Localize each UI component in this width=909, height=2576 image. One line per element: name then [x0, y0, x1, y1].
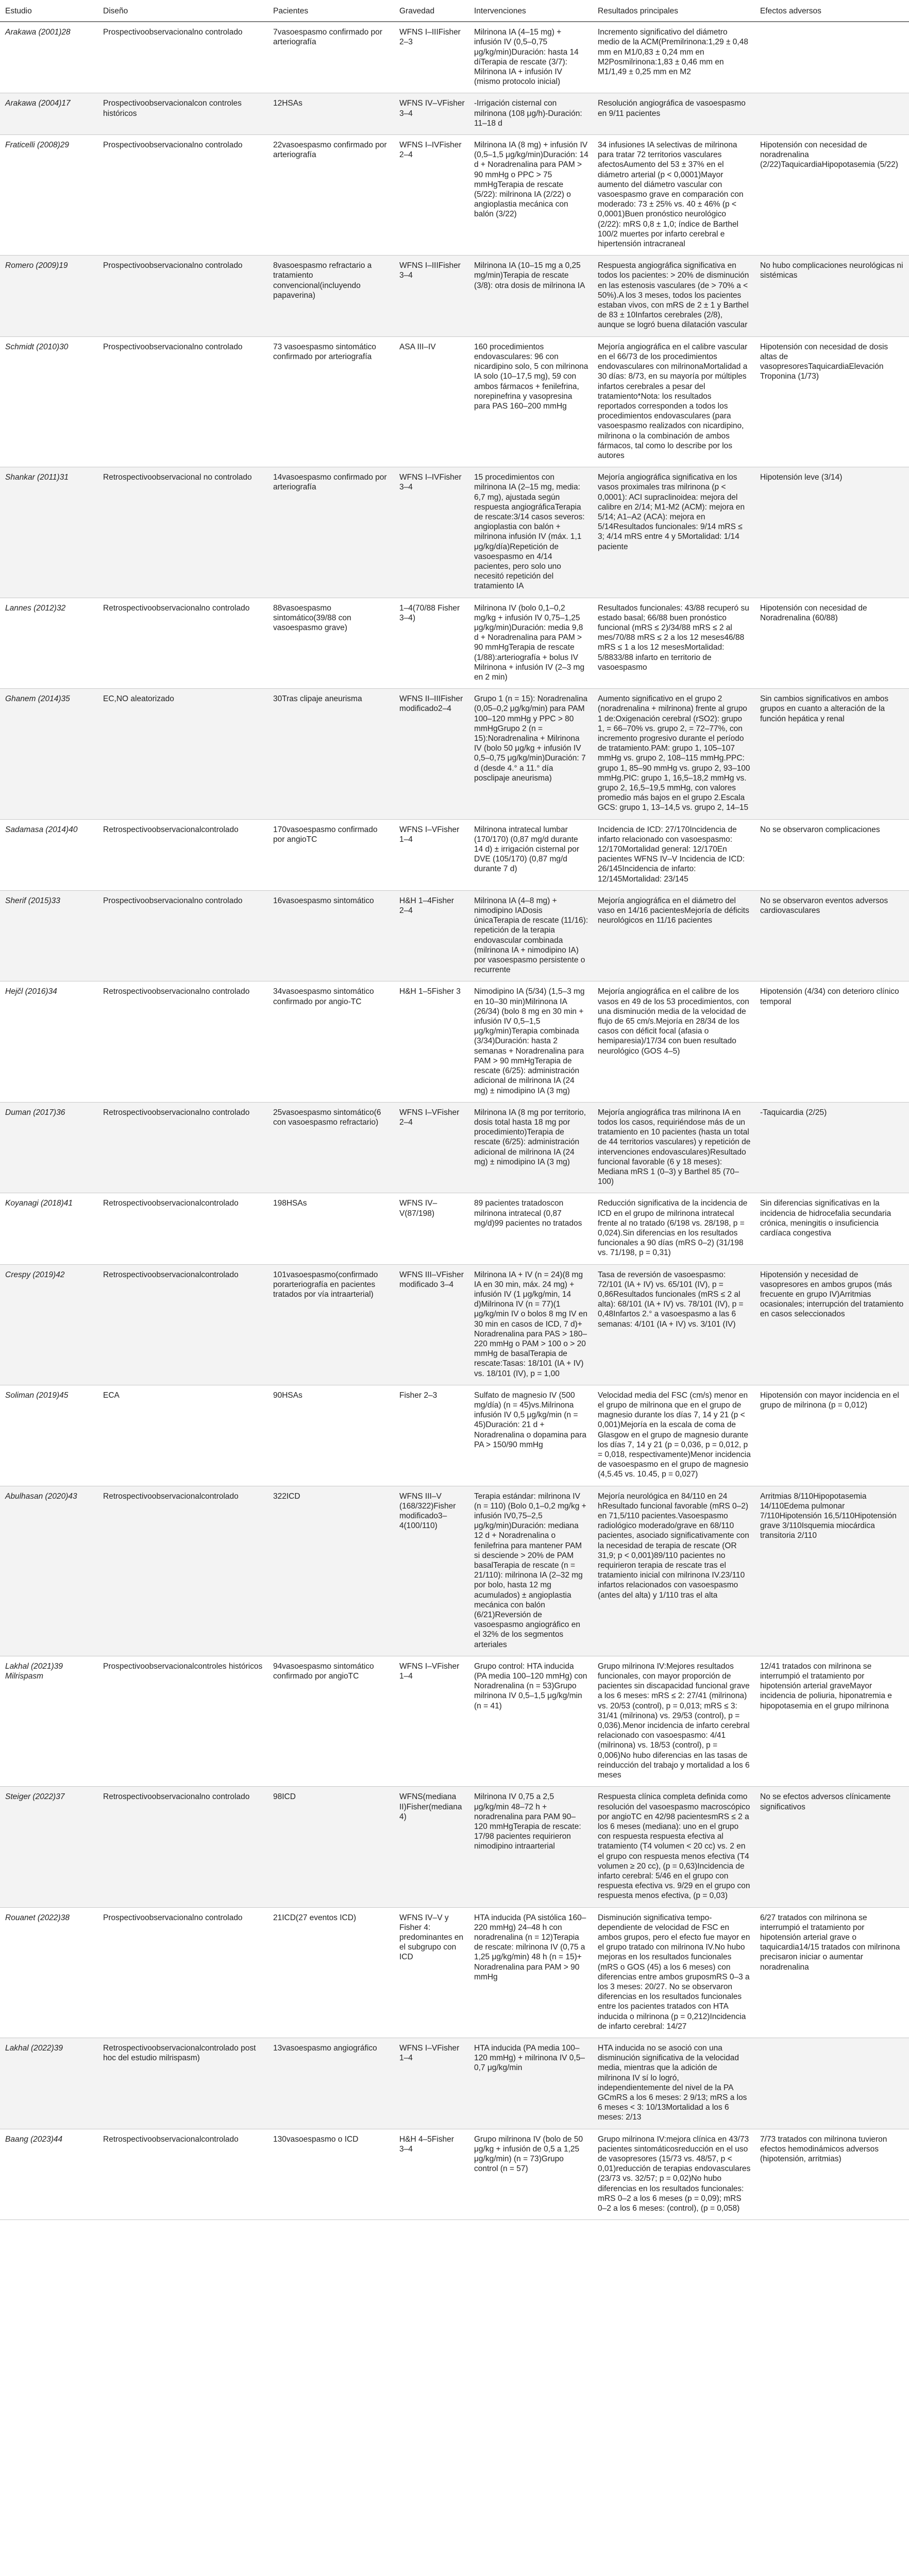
header-interventions: Intervenciones	[469, 0, 593, 22]
cell-design: Retrospectivoobservacionalcontrolado	[98, 1264, 268, 1385]
cell-patients: 13vasoespasmo angiográfico	[268, 2038, 394, 2129]
cell-results: Mejoría angiográfica en el calibre de los vasos en 49 de los 53 procedimientos, con una disminución media de la velocidad de flujo de 65 cm/s.Mejoría en 28/34 de los casos con déficit focal (afasia o hemiparesia)/17/34 con buen resultado neurológico (GOS 4–5)	[593, 981, 755, 1102]
cell-severity: WFNS(mediana II)Fisher(mediana 4)	[394, 1787, 469, 1907]
cell-adverse-effects: Hipotensión y necesidad de vasopresores en ambos grupos (más frecuente en grupo IV)Arritmias ocasionales; interrupción del tratamiento en casos seleccionados	[755, 1264, 909, 1385]
cell-patients: 21ICD(27 eventos ICD)	[268, 1907, 394, 2038]
cell-interventions: Nimodipino IA (5/34) (1,5–3 mg en 10–30 min)Milrinona IA (26/34) (bolo 8 mg en 30 min + infusión IV 0,5–1,5 μg/kg/min)Terapia combinada (3/34)Duración: hasta 2 semanas + Noradrenalina para PAM > 90 mmHgTerapia de rescate (6/25): administración adicional de milrinona IA (24 mg) ± nimodipino IA (3 mg)	[469, 981, 593, 1102]
cell-interventions: Milrinona IV 0,75 a 2,5 μg/kg/min 48–72 h + noradrenalina para PAM 90–120 mmHgTerapia de rescate: 17/98 pacientes requirieron nimodipino intraarterial	[469, 1787, 593, 1907]
cell-results: Resolución angiográfica de vasoespasmo en 9/11 pacientes	[593, 93, 755, 135]
cell-patients: 34vasoespasmo sintomático confirmado por angio-TC	[268, 981, 394, 1102]
table-row	[0, 981, 909, 1102]
cell-interventions: Milrinona IV (bolo 0,1–0,2 mg/kg + infusión IV 0,75–1,25 μg/kg/min)Duración: media 9,8 d + Noradrenalina para PAM > 90 mmHgTerapia de rescate (1/88):arteriografía + bolus IV Milrinona + infusión IV (2–3 mg en 2 min)	[469, 598, 593, 689]
header-adverse: Efectos adversos	[755, 0, 909, 22]
cell-patients: 8vasoespasmo refractario a tratamiento convencional(incluyendo papaverina)	[268, 256, 394, 336]
cell-design: Retrospectivoobservacionalcontrolado	[98, 1193, 268, 1264]
cell-adverse-effects: 7/73 tratados con milrinona tuvieron efectos hemodinámicos adversos (hipotensión, arritmias)	[755, 2129, 909, 2220]
cell-design: Retrospectivoobservacional no controlado	[98, 467, 268, 598]
cell-study: Baang (2023)44	[0, 2129, 98, 2220]
cell-patients: 101vasoespasmo(confirmado porarteriografía en pacientes tratados por vía intraarterial)	[268, 1264, 394, 1385]
table-row	[0, 336, 909, 467]
cell-results: Tasa de reversión de vasoespasmo: 72/101 (IA + IV) vs. 65/101 (IV), p = 0,86Resultados funcionales (mRS ≤ 2 al alta): 68/101 (IA + IV) vs. 78/101 (IV), p = 0,48Infartos 2.° a vasoespasmo a las 6 semanas: 4/101 (IA + IV) vs. 3/101 (IV)	[593, 1264, 755, 1385]
table-row	[0, 1656, 909, 1786]
header-row	[0, 0, 909, 22]
cell-patients: 198HSAs	[268, 1193, 394, 1264]
cell-severity: WFNS I–IVFisher 3–4	[394, 467, 469, 598]
cell-study: Arakawa (2004)17	[0, 93, 98, 135]
cell-results: Respuesta clínica completa definida como resolución del vasoespasmo macroscópico por angioTC en 42/98 pacientesmRS ≤ 2 a los 6 meses (mediana): uno en el grupo con respuesta respuesta efectiva al tratamiento (T4 volumen < 20 cc) vs. 2 en el grupo con respuesta menos efectiva (T4 volumen ≥ 20 cc), (p = 0,63)Incidencia de infarto cerebral: 5/46 en el grupo con respuesta efectiva vs. 9/29 en el grupo con respuesta menos efectiva, (p = 0,03)	[593, 1787, 755, 1907]
cell-interventions: Grupo control: HTA inducida (PA media 100–120 mmHg) con Noradrenalina (n = 53)Grupo milrinona IV 0,5–1,5 μg/kg/min (n = 41)	[469, 1656, 593, 1786]
cell-patients: 73 vasoespasmo sintomático confirmado por arteriografía	[268, 336, 394, 467]
table-body	[0, 22, 909, 2220]
cell-study: Abulhasan (2020)43	[0, 1486, 98, 1656]
cell-severity: WFNS I–VFisher 1–4	[394, 2038, 469, 2129]
cell-study: Crespy (2019)42	[0, 1264, 98, 1385]
cell-patients: 25vasoespasmo sintomático(6 con vasoespasmo refractario)	[268, 1102, 394, 1193]
cell-results: HTA inducida no se asoció con una disminución significativa de la velocidad media, mientras que la adición de milrinona IV sí lo logró, independientemente del nivel de la PA GCmRS a los 6 meses: 2 9/13; mRS a los 6 meses < 3: 10/13Mortalidad a los 6 meses: 2/13	[593, 2038, 755, 2129]
cell-study: Steiger (2022)37	[0, 1787, 98, 1907]
table-row	[0, 256, 909, 336]
table-row	[0, 598, 909, 689]
cell-patients: 130vasoespasmo o ICD	[268, 2129, 394, 2220]
cell-interventions: -Irrigación cisternal con milrinona (108 μg/h)-Duración: 11–18 d	[469, 93, 593, 135]
cell-patients: 30Tras clipaje aneurisma	[268, 689, 394, 819]
cell-severity: WFNS I–VFisher 2–4	[394, 1102, 469, 1193]
cell-severity: WFNS III–V (168/322)Fisher modificado3–4(100/110)	[394, 1486, 469, 1656]
cell-design: Prospectivoobservacionalno controlado	[98, 22, 268, 93]
cell-adverse-effects: 6/27 tratados con milrinona se interrumpió el tratamiento por hipotensión arterial grave o taquicardia14/15 tratados con milrinona precisaron iniciar o aumentar noradrenalina	[755, 1907, 909, 2038]
cell-interventions: 89 pacientes tratadoscon milrinona intratecal (0,87 mg/d)99 pacientes no tratados	[469, 1193, 593, 1264]
cell-design: Retrospectivoobservacionalno controlado	[98, 1787, 268, 1907]
cell-results: Mejoría angiográfica significativa en los vasos proximales tras milrinona (p < 0,0001): ACI supraclinoidea: mejora del calibre en 2/14; M1-M2 (ACM): mejora en 5/14; A1–A2 (ACA): mejora en 5/14Resultados funcionales: 9/14 mRS ≤ 3; 4/14 mRS entre 4 y 5Mortalidad: 1/14 paciente	[593, 467, 755, 598]
cell-patients: 322ICD	[268, 1486, 394, 1656]
cell-adverse-effects: Sin diferencias significativas en la incidencia de hidrocefalia secundaria crónica, meningitis o insuficiencia cardíaca congestiva	[755, 1193, 909, 1264]
cell-severity: WFNS IV–V(87/198)	[394, 1193, 469, 1264]
cell-results: Mejoría angiográfica en el calibre vascular en el 66/73 de los procedimientos endovasculares con milrinonaMortalidad a 30 días: 8/73, en su mayoría por múltiples infartos cerebrales a pesar del tratamiento*Nota: los resultados reportados corresponden a todos los procedimientos endovasculares (para vasoespasmo realizados con nicardipino, milrinona o la combinación de ambos fármacos, tal como lo describe por los autores	[593, 336, 755, 467]
header-study: Estudio	[0, 0, 98, 22]
cell-study: Soliman (2019)45	[0, 1385, 98, 1486]
cell-results: Resultados funcionales: 43/88 recuperó su estado basal; 66/88 buen pronóstico funcional (mRS ≤ 2)/34/88 mRS ≤ 2 al mes/70/88 mRS ≤ 2 a los 12 meses46/88 mRS ≤ 1 a los 12 mesesMortalidad: 5/8833/88 infarto en territorio de vasoespasmo	[593, 598, 755, 689]
cell-results: Aumento significativo en el grupo 2 (noradrenalina + milrinona) frente al grupo 1 de:Oxigenación cerebral (rSO2): grupo 1, = 66–70% vs. grupo 2, = 72–77%, con incremento progresivo durante el período de tratamiento.PAM: grupo 1, 105–107 mmHg vs. grupo 2, 108–115 mmHg.PPC: grupo 1, 85–90 mmHg vs. grupo 2, 93–100 mmHg.PIC: grupo 1, 16,5–18,2 mmHg vs. grupo 2, 16,5–19,5 mmHg, con valores promedio más bajos en el grupo 2.Escala GCS: grupo 1, 13–14,5 vs. grupo 2, 14–15	[593, 689, 755, 819]
cell-design: Retrospectivoobservacionalcontrolado post hoc del estudio milrispasm)	[98, 2038, 268, 2129]
cell-results: Velocidad media del FSC (cm/s) menor en el grupo de milrinona que en el grupo de magnesio durante los días 7, 14 y 21 (p < 0,001)Mejoría en la escala de coma de Glasgow en el grupo de magnesio durante los días 7, 14 y 21 (p = 0,036, p = 0,012, p = 0,018, respectivamente)Menor incidencia de vasoespasmo en el grupo de magnesio (4,5.45 vs. 10.45, p = 0,027)	[593, 1385, 755, 1486]
cell-design: Prospectivoobservacionalcontroles históricos	[98, 1656, 268, 1786]
table-row	[0, 1486, 909, 1656]
cell-severity: ASA III–IV	[394, 336, 469, 467]
cell-study: Lakhal (2022)39	[0, 2038, 98, 2129]
cell-study: Romero (2009)19	[0, 256, 98, 336]
cell-patients: 98ICD	[268, 1787, 394, 1907]
cell-severity: Fisher 2–3	[394, 1385, 469, 1486]
table-row	[0, 1264, 909, 1385]
cell-adverse-effects: No se observaron eventos adversos cardiovasculares	[755, 890, 909, 981]
cell-adverse-effects: Hipotensión con necesidad de Noradrenalina (60/88)	[755, 598, 909, 689]
cell-design: Retrospectivoobservacionalcontrolado	[98, 819, 268, 890]
table-row	[0, 22, 909, 93]
table-row	[0, 1102, 909, 1193]
cell-design: Prospectivoobservacionalcon controles históricos	[98, 93, 268, 135]
cell-interventions: Grupo milrinona IV (bolo de 50 μg/kg + infusión de 0,5 a 1,25 μg/kg/min) (n = 73)Grupo control (n = 57)	[469, 2129, 593, 2220]
cell-interventions: Milrinona IA (8 mg por territorio, dosis total hasta 18 mg por procedimiento)Terapia de rescate (6/25): administración adicional de milrinona IA (24 mg) ± nimodipino IA (3 mg)	[469, 1102, 593, 1193]
cell-design: EC,NO aleatorizado	[98, 689, 268, 819]
cell-patients: 16vasoespasmo sintomático	[268, 890, 394, 981]
table-row	[0, 890, 909, 981]
cell-interventions: Terapia estándar: milrinona IV (n = 110) (Bolo 0,1–0,2 mg/kg + infusión IV0,75–2,5 μg/kg/min)Duración: mediana 12 d + Noradrenalina o fenilefrina para mantener PAM si desciende > 20% de PAM basalTerapia de rescate (n = 21/110): milrinona IA (2–32 mg por bolo, hasta 12 mg acumulados) ± angioplastia mecánica con balón (6/21)Reversión de vasoespasmo angiográfico en el 32% de los segmentos arteriales	[469, 1486, 593, 1656]
cell-study: Duman (2017)36	[0, 1102, 98, 1193]
cell-interventions: 15 procedimientos con milrinona IA (2–15 mg, media: 6,7 mg), ajustada según respuesta angiográficaTerapia de rescate:3/14 casos severos: angioplastia con balón + milrinona infusión IV (máx. 1,1 μg/kg/día)Repetición de vasoespasmo en 4/14 pacientes, pero solo uno necesitó repetición del tratamiento IA	[469, 467, 593, 598]
cell-design: ECA	[98, 1385, 268, 1486]
cell-results: 34 infusiones IA selectivas de milrinona para tratar 72 territorios vasculares afectosAumento del 53 ± 37% en el diámetro arterial (p < 0,0001)Mayor aumento del diámetro vascular con vasoespasmo grave en comparación con moderado: 73 ± 25% vs. 40 ± 46% (p < 0,0001)Buen pronóstico neurológico (2/22): mRS 0,8 ± 1,0; índice de Barthel 100/2 muertes por infarto cerebral e hipertensión intracraneal	[593, 135, 755, 256]
cell-severity: H&H 4–5Fisher 3–4	[394, 2129, 469, 2220]
cell-design: Prospectivoobservacionalno controlado	[98, 336, 268, 467]
cell-adverse-effects: No hubo complicaciones neurológicas ni sistémicas	[755, 256, 909, 336]
cell-adverse-effects: No se efectos adversos clínicamente significativos	[755, 1787, 909, 1907]
table-row	[0, 2038, 909, 2129]
cell-severity: WFNS I–VFisher 1–4	[394, 1656, 469, 1786]
cell-adverse-effects	[755, 2038, 909, 2129]
cell-patients: 88vasoespasmo sintomático(39/88 con vasoespasmo grave)	[268, 598, 394, 689]
header-patients: Pacientes	[268, 0, 394, 22]
cell-design: Prospectivoobservacionalno controlado	[98, 135, 268, 256]
cell-study: Shankar (2011)31	[0, 467, 98, 598]
cell-adverse-effects: -Taquicardia (2/25)	[755, 1102, 909, 1193]
cell-interventions: Milrinona IA (8 mg) + infusión IV (0,5–1,5 μg/kg/min)Duración: 14 d + Noradrenalina para PAM > 90 mmHg o PPC > 75 mmHgTerapia de rescate (5/22): milrinona IA (2/22) o angioplastia mecánica con balón (3/22)	[469, 135, 593, 256]
cell-patients: 12HSAs	[268, 93, 394, 135]
cell-study: Rouanet (2022)38	[0, 1907, 98, 2038]
cell-adverse-effects: Hipotensión leve (3/14)	[755, 467, 909, 598]
header-results: Resultados principales	[593, 0, 755, 22]
table-row	[0, 819, 909, 890]
cell-study: Lakhal (2021)39 Milrispasm	[0, 1656, 98, 1786]
cell-adverse-effects: Hipotensión con mayor incidencia en el grupo de milrinona (p = 0,012)	[755, 1385, 909, 1486]
cell-results: Respuesta angiográfica significativa en todos los pacientes: > 20% de disminución en las estenosis vasculares (de > 70% a < 50%).A los 3 meses, todos los pacientes estaban vivos, con mRS de 2 ± 1 y Barthel de 83 ± 10Infartos cerebrales (2/8), aunque se logró buena dilatación vascular	[593, 256, 755, 336]
cell-patients: 94vasoespasmo sintomático confirmado por angioTC	[268, 1656, 394, 1786]
cell-adverse-effects	[755, 93, 909, 135]
cell-interventions: Milrinona IA (10–15 mg a 0,25 mg/min)Terapia de rescate (3/8): otra dosis de milrinona IA	[469, 256, 593, 336]
cell-adverse-effects: Hipotensión con necesidad de dosis altas de vasopresoresTaquicardiaElevación Troponina (1/73)	[755, 336, 909, 467]
cell-adverse-effects: Hipotensión (4/34) con deterioro clínico temporal	[755, 981, 909, 1102]
cell-severity: WFNS IV–V y Fisher 4: predominantes en el subgrupo con ICD	[394, 1907, 469, 2038]
cell-study: Fraticelli (2008)29	[0, 135, 98, 256]
table-row	[0, 1193, 909, 1264]
table-row	[0, 1907, 909, 2038]
cell-severity: WFNS I–VFisher 1–4	[394, 819, 469, 890]
cell-design: Retrospectivoobservacionalcontrolado	[98, 2129, 268, 2220]
cell-adverse-effects: Sin cambios significativos en ambos grupos en cuanto a alteración de la función hepática y renal	[755, 689, 909, 819]
cell-results: Grupo milrinona IV:Mejores resultados funcionales, con mayor proporción de pacientes sin discapacidad funcional grave a los 6 meses: mRS ≤ 2: 27/41 (milrinona) vs. 20/53 (control), p = 0,013; mRS ≤ 3: 31/41 (milrinona) vs. 29/53 (control), p = 0,036).Menor incidencia de infarto cerebral relacionado con vasoespasmo: 4/41 (milrinona) vs. 18/53 (control), p = 0,006)No hubo diferencias en las tasas de reinducción del trabajo y mortalidad a los 6 meses	[593, 1656, 755, 1786]
cell-interventions: Milrinona IA + IV (n = 24)(8 mg IA en 30 min, máx. 24 mg) + infusión IV (1 μg/kg/min, 14 d)Milrinona IV (n = 77)(1 μg/kg/min IV o bolos 8 mg IV en 30 min en casos de ICD, 7 d)+ Noradrenalina para PAS > 180–220 mmHg o PAM > 100 o > 20 mmHg de basalTerapia de rescate:Tasas: 18/101 (IA + IV) vs. 18/101 (IV), p = 1,00	[469, 1264, 593, 1385]
cell-patients: 90HSAs	[268, 1385, 394, 1486]
cell-patients: 7vasoespasmo confirmado por arteriografía	[268, 22, 394, 93]
cell-adverse-effects: Arritmias 8/110Hipopotasemia 14/110Edema pulmonar 7/110Hipotensión 16,5/110Hipotensión grave 3/110Isquemia miocárdica transitoria 2/110	[755, 1486, 909, 1656]
cell-severity: H&H 1–5Fisher 3	[394, 981, 469, 1102]
cell-results: Grupo milrinona IV:mejora clínica en 43/73 pacientes sintomáticosreducción en el uso de vasopresores (15/73 vs. 48/57, p < 0,01)reducción de terapias endovasculares (23/73 vs. 32/57; p = 0,02)No hubo diferencias en los resultados funcionales: mRS 0–2 a los 6 meses (p = 0,09); mRS 0–2 a los 6 meses: (control), (p = 0,058)	[593, 2129, 755, 2220]
cell-interventions: 160 procedimientos endovasculares: 96 con nicardipino solo, 5 con milrinona IA solo (10–17,5 mg), 59 con ambos fármacos + fenilefrina, norepinefrina y vasopresina para PAS 160–200 mmHg	[469, 336, 593, 467]
cell-interventions: Milrinona intratecal lumbar (170/170) (0,87 mg/d durante 14 d) ± irrigación cisternal por DVE (105/170) (0,87 mg/d durante 7 d)	[469, 819, 593, 890]
cell-design: Retrospectivoobservacionalno controlado	[98, 981, 268, 1102]
cell-design: Prospectivoobservacionalno controlado	[98, 1907, 268, 2038]
cell-patients: 14vasoespasmo confirmado por arteriografía	[268, 467, 394, 598]
cell-study: Hejčl (2016)34	[0, 981, 98, 1102]
header-design: Diseño	[98, 0, 268, 22]
cell-study: Schmidt (2010)30	[0, 336, 98, 467]
cell-design: Retrospectivoobservacionalno controlado	[98, 1102, 268, 1193]
table-row	[0, 2129, 909, 2220]
cell-results: Disminución significativa tempo-dependiente de velocidad de FSC en ambos grupos, pero el efecto fue mayor en el grupo tratado con milrinona IV.No hubo mejoras en los resultados funcionales (mRS o GOS (45) a los 6 meses) con diferencias entre ambos gruposmRS 0–3 a los 3 meses: 20/27. No se observaron diferencias en los resultados funcionales entre los pacientes tratados con HTA inducida o milrinona (p = 0,212)Incidencia de infarto cerebral: 14/27	[593, 1907, 755, 2038]
cell-severity: WFNS I–IVFisher 2–4	[394, 135, 469, 256]
table-row	[0, 1385, 909, 1486]
cell-adverse-effects: No se observaron complicaciones	[755, 819, 909, 890]
cell-study: Ghanem (2014)35	[0, 689, 98, 819]
cell-study: Sadamasa (2014)40	[0, 819, 98, 890]
header-severity: Gravedad	[394, 0, 469, 22]
cell-severity: 1–4(70/88 Fisher 3–4)	[394, 598, 469, 689]
cell-results: Mejoría angiográfica tras milrinona IA en todos los casos, requiriéndose más de un tratamiento en 10 pacientes (hasta un total de 44 territorios vasculares) y repetición de intervenciones endovasculares)Resultado funcional favorable (6 y 18 meses): Mediana mRS 1 (0–3) y Barthel 85 (70–100)	[593, 1102, 755, 1193]
cell-interventions: Milrinona IA (4–15 mg) + infusión IV (0,5–0,75 μg/kg/min)Duración: hasta 14 díTerapia de rescate (3/7): Milrinona IA + infusión IV (mismo protocolo inicial)	[469, 22, 593, 93]
cell-results: Mejoría angiográfica en el diámetro del vaso en 14/16 pacientesMejoría de déficits neurológicos en 11/16 pacientes	[593, 890, 755, 981]
cell-severity: WFNS I–IIIFisher 2–3	[394, 22, 469, 93]
cell-patients: 170vasoespasmo confirmado por angioTC	[268, 819, 394, 890]
cell-patients: 22vasoespasmo confirmado por arteriografía	[268, 135, 394, 256]
cell-design: Prospectivoobservacionalno controlado	[98, 890, 268, 981]
cell-severity: WFNS I–IIIFisher 3–4	[394, 256, 469, 336]
cell-severity: WFNS II–IIIFisher modificado2–4	[394, 689, 469, 819]
cell-results: Incidencia de ICD: 27/170Incidencia de infarto relacionado con vasoespasmo: 12/170Mortalidad general: 12/170En pacientes WFNS IV–V Incidencia de ICD: 26/145Incidencia de infarto: 12/145Mortalidad: 23/145	[593, 819, 755, 890]
cell-severity: WFNS III–VFisher modificado 3–4	[394, 1264, 469, 1385]
cell-interventions: HTA inducida (PA sistólica 160–220 mmHg) 24–48 h con noradrenalina (n = 12)Terapia de rescate: milrinona IV (0,75 a 1,25 μg/kg/min) 48 h (n = 15)+ Noradrenalina para PAM > 90 mmHg	[469, 1907, 593, 2038]
table-row	[0, 689, 909, 819]
cell-interventions: Milrinona IA (4–8 mg) + nimodipino IADosis únicaTerapia de rescate (11/16): repetición de la terapia endovascular combinada (milrinona IA + nimodipino IA) por vasoespasmo persistente o recurrente	[469, 890, 593, 981]
cell-adverse-effects: Hipotensión con necesidad de noradrenalina (2/22)TaquicardiaHipopotasemia (5/22)	[755, 135, 909, 256]
cell-severity: WFNS IV–VFisher 3–4	[394, 93, 469, 135]
cell-interventions: HTA inducida (PA media 100–120 mmHg) + milrinona IV 0,5–0,7 μg/kg/min	[469, 2038, 593, 2129]
cell-study: Sherif (2015)33	[0, 890, 98, 981]
cell-interventions: Sulfato de magnesio IV (500 mg/día) (n = 45)vs.Milrinona infusión IV 0,5 μg/kg/min (n = 45)Duración: 21 d + Noradrenalina o dopamina para PA > 150/90 mmHg	[469, 1385, 593, 1486]
cell-design: Retrospectivoobservacionalcontrolado	[98, 1486, 268, 1656]
cell-interventions: Grupo 1 (n = 15): Noradrenalina (0,05–0,2 μg/kg/min) para PAM 100–120 mmHg y PPC > 80 mmHgGrupo 2 (n = 15):Noradrenalina + Milrinona IV (bolo 50 μg/kg + infusión IV 0,5–0,75 μg/kg/min)Duración: 7 d (desde 4.° a 11.° día posclipaje aneurisma)	[469, 689, 593, 819]
table-row	[0, 135, 909, 256]
cell-results: Reducción significativa de la incidencia de ICD en el grupo de milrinona intratecal frente al no tratado (6/198 vs. 28/198, p = 0,024).Sin diferencias en los resultados funcionales a 90 días (mRS 0–2) (31/198 vs. 71/198, p = 0,31)	[593, 1193, 755, 1264]
table-row	[0, 1787, 909, 1907]
cell-adverse-effects	[755, 22, 909, 93]
cell-study: Arakawa (2001)28	[0, 22, 98, 93]
cell-adverse-effects: 12/41 tratados con milrinona se interrumpió el tratamiento por hipotensión arterial graveMayor incidencia de poliuria, hiponatremia e hipopotasemia en el grupo milrinona	[755, 1656, 909, 1786]
table-row	[0, 93, 909, 135]
cell-results: Mejoría neurológica en 84/110 en 24 hResultado funcional favorable (mRS 0–2) en 71,5/110 pacientes.Vasoespasmo radiológico moderado/grave en 68/110 pacientes, asociado significativamente con la necesidad de terapia de rescate (OR 31,9; p < 0,001)89/110 pacientes no requirieron terapia de rescate tras el tratamiento inicial con milrinona IV.23/110 infartos relacionados con vasoespasmo (antes del alta) y 1/110 tras el alta	[593, 1486, 755, 1656]
cell-results: Incremento significativo del diámetro medio de la ACM(Premilrinona:1,29 ± 0,48 mm en M1/0,83 ± 0,24 mm en M2Posmilrinona:1,83 ± 0,46 mm en M1/1,49 ± 0,25 mm en M2	[593, 22, 755, 93]
cell-severity: H&H 1–4Fisher 2–4	[394, 890, 469, 981]
cell-design: Prospectivoobservacionalno controlado	[98, 256, 268, 336]
table-row	[0, 467, 909, 598]
cell-study: Lannes (2012)32	[0, 598, 98, 689]
cell-study: Koyanagi (2018)41	[0, 1193, 98, 1264]
cell-design: Retrospectivoobservacionalno controlado	[98, 598, 268, 689]
table-header	[0, 0, 909, 22]
